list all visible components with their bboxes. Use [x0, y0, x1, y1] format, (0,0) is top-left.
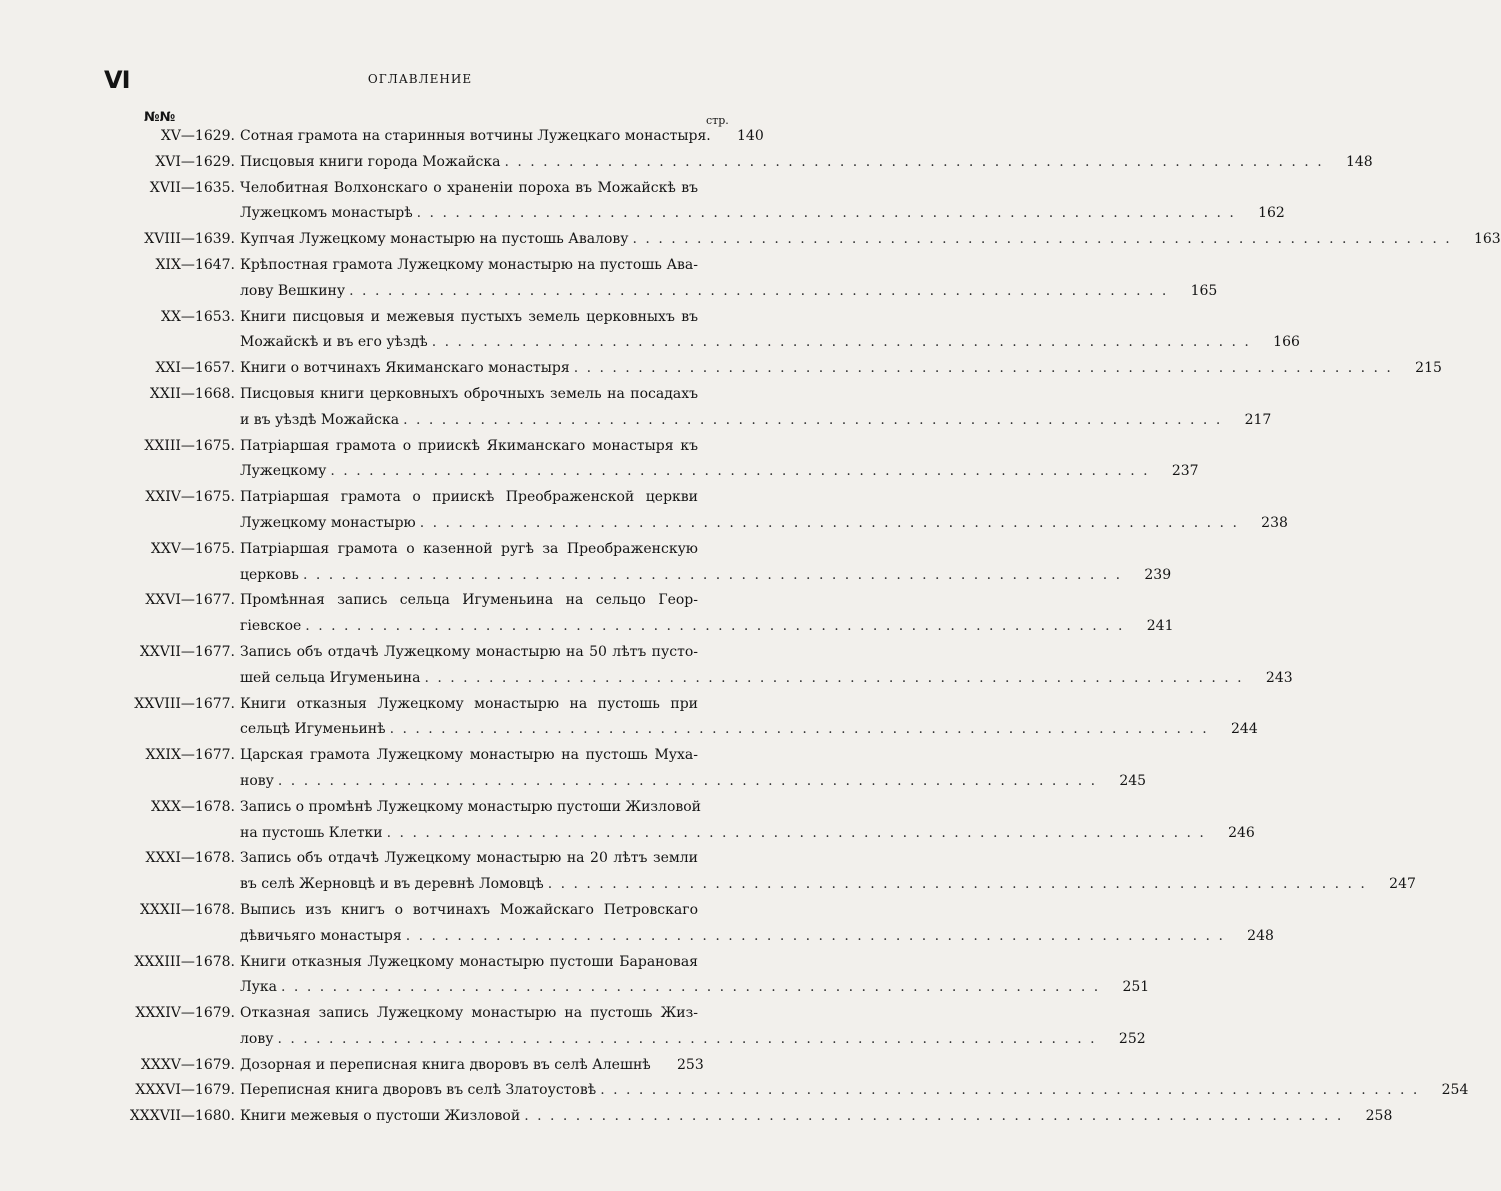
entry-title-line: Патріаршая грамота о казенной ругѣ за Преображенскую [240, 540, 698, 557]
toc-entry [0, 253, 1218, 305]
entry-body [240, 1001, 1146, 1053]
entry-page: 248 [1247, 927, 1274, 944]
entry-body [240, 305, 1300, 357]
entry-body [240, 356, 1442, 382]
dot-leader: . . . . . . . . . . . . . . . . . . . . . . . . . . . . . . . . . . . . . . . . . . . . . . . . . . . . . . . . . . . . . . . . [424, 669, 1244, 686]
entry-title-line: Книги отказныя Лужецкому монастырю пустоши Барановая [240, 953, 698, 970]
entry-title-line: Запись объ отдачѣ Лужецкому монастырю на 20 лѣтъ земли [240, 850, 698, 867]
entry-body [240, 434, 1199, 486]
entry-number: XXVI—1677. [145, 592, 235, 609]
entry-page: 251 [1122, 979, 1150, 996]
entry-title-line: гіевское [240, 618, 302, 635]
entry-number: XXXI—1678. [145, 850, 235, 867]
entry-title-line: Лужецкому монастырю [240, 514, 416, 531]
toc-entry [0, 356, 1442, 382]
running-head: ОГЛАВЛЕНИЕ [367, 72, 473, 86]
dot-leader: . . . . . . . . . . . . . . . . . . . . . . . . . . . . . . . . . . . . . . . . . . . . . . . . . . . . . . . . . . . . . . . . [632, 231, 1452, 248]
entry-number: XXXVII—1680. [129, 1108, 235, 1125]
entry-page: 245 [1119, 772, 1147, 789]
entry-title-line: Патріаршая грамота о приискѣ Якиманскаго монастыря къ [240, 437, 698, 454]
dot-leader: . . . . . . . . . . . . . . . . . . . . . . . . . . . . . . . . . . . . . . . . . . . . . . . . . . . . . . . . . . . . . . . . [403, 411, 1223, 428]
entry-body [240, 588, 1174, 640]
dot-leader: . . . . . . . . . . . . . . . . . . . . . . . . . . . . . . . . . . . . . . . . . . . . . . . . . . . . . . . . . . . . . . . . [524, 1108, 1344, 1125]
toc-entry [0, 485, 1288, 537]
toc-entry [0, 1078, 1469, 1104]
dot-leader: . . . . . . . . . . . . . . . . . . . . . . . . . . . . . . . . . . . . . . . . . . . . . . . . . . . . . . . . . . . . . . . . [277, 1030, 1097, 1047]
entry-number: XXVII—1677. [139, 643, 235, 660]
entry-number: XX—1653. [160, 308, 235, 325]
entry-number: XXII—1668. [149, 385, 235, 402]
entry-title-line: дѣвичьяго монастыря [240, 927, 402, 944]
entry-title-line: на пустошь Клетки [240, 824, 383, 841]
dot-leader: . . . . . . . . . . . . . . . . . . . . . . . . . . . . . . . . . . . . . . . . . . . . . . . . . . . . . . . . . . . . . . . . [277, 772, 1098, 789]
entry-title-line: Сотная грамота на старинныя вотчины Лужецкаго монастыря. [240, 128, 711, 144]
entry-page: 162 [1258, 205, 1285, 222]
dot-leader: . . . . . . . . . . . . . . . . . . . . . . . . . . . . . . . . . . . . . . . . . . . . . . . . . . . . . . . . . . . . . . . . [330, 463, 1150, 480]
entry-title-line: и въ уѣздѣ Можайска [240, 411, 400, 428]
entry-title-line: сельцѣ Игуменьинѣ [240, 721, 386, 738]
entry-body [240, 795, 1255, 847]
entry-body [240, 743, 1147, 795]
entry-page: 254 [1441, 1082, 1469, 1099]
entry-page: 215 [1415, 360, 1442, 377]
toc-entry [0, 1001, 1146, 1053]
entry-title-line: Лужецкому [240, 463, 327, 480]
entry-title-line: Выпись изъ книгъ о вотчинахъ Можайскаго Петровскаго [240, 901, 698, 918]
entry-page: 217 [1244, 411, 1272, 428]
entry-title-line: Челобитная Волхонскаго о храненіи пороха въ Можайскѣ въ [240, 179, 698, 196]
entry-number: XXXII—1678. [139, 901, 235, 918]
toc-entry [0, 692, 1258, 744]
entry-body [240, 1078, 1469, 1104]
dot-leader: . . . . . . . . . . . . . . . . . . . . . . . . . . . . . . . . . . . . . . . . . . . . . . . . . . . . . . . . . . . . . . . . [281, 979, 1101, 996]
entry-number: XXX—1678. [151, 798, 235, 815]
toc-entry [0, 846, 1416, 898]
entry-title-line: лову Вешкину [240, 282, 346, 299]
entry-page: 247 [1389, 876, 1416, 893]
toc-entry [0, 950, 1150, 1002]
toc-entry [0, 1104, 1393, 1130]
entry-number: XXIII—1675. [144, 437, 235, 454]
entry-number: XV—1629. [160, 128, 235, 144]
entry-body [240, 176, 1285, 228]
entry-title-line: шей сельца Игуменьина [240, 669, 421, 686]
entry-page: 237 [1171, 463, 1199, 480]
entry-body [240, 1053, 704, 1079]
entry-body [240, 1104, 1393, 1130]
entry-page: 243 [1265, 669, 1293, 686]
entry-title-line: Промѣнная запись сельца Игуменьина на сельцо Геор- [240, 592, 698, 609]
entry-title-line: Книги отказныя Лужецкому монастырю на пустошь при [240, 695, 698, 712]
entry-number: XVIII—1639. [144, 231, 235, 248]
dot-leader: . . . . . . . . . . . . . . . . . . . . . . . . . . . . . . . . . . . . . . . . . . . . . . . . . . . . . . . . . . . . . . . . [419, 514, 1239, 531]
entry-body [240, 846, 1416, 898]
toc-entry [0, 588, 1174, 640]
entry-body [240, 124, 764, 150]
dot-leader: . . . . . . . . . . . . . . . . . . . . . . . . . . . . . . . . . . . . . . . . . . . . . . . . . . . . . . . . . . . . . . . . [547, 876, 1367, 893]
entry-page: 239 [1144, 566, 1172, 583]
toc-entry [0, 537, 1172, 589]
entry-body [240, 640, 1293, 692]
dot-leader: . . . . . . . . . . . . . . . . . . . . . . . . . . . . . . . . . . . . . . . . . . . . . . . . . . . . . . . . . . . . . . . . [302, 566, 1123, 583]
entry-page: 244 [1231, 721, 1258, 738]
toc-entry [0, 795, 1255, 847]
entry-title-line: Лужецкомъ монастырѣ [240, 205, 413, 222]
dot-leader: . . . . . . . . . . . . . . . . . . . . . . . . . . . . . . . . . . . . . . . . . . . . . . . . . . . . . . . . . . . . . . . . [305, 618, 1125, 635]
dot-leader: . . . . . . . . . . . . . . . . . . . . . . . . . . . . . . . . . . . . . . . . . . . . . . . . . . . . . . . . . . . . . . . . [389, 721, 1209, 738]
page-number: VI [104, 66, 130, 94]
entry-title-line: Купчая Лужецкому монастырю на пустошь Авалову [240, 231, 629, 248]
entry-number: XXIV—1675. [145, 489, 235, 506]
toc-entry [0, 640, 1293, 692]
entry-page: 140 [737, 128, 764, 144]
dot-leader: . . . . . . . . . . . . . . . . . . . . . . . . . . . . . . . . . . . . . . . . . . . . . . . . . . . . . . . . . . . . . . . . [600, 1082, 1420, 1099]
dot-leader: . . . . . . . . . . . . . . . . . . . . . . . . . . . . . . . . . . . . . . . . . . . . . . . . . . . . . . . . . . . . . . . . [416, 205, 1236, 222]
entry-body [240, 382, 1272, 434]
entry-page: 241 [1146, 618, 1174, 635]
entry-number: XVII—1635. [149, 179, 235, 196]
entry-page: 148 [1345, 153, 1373, 170]
entry-page: 252 [1118, 1030, 1146, 1047]
entry-page: 238 [1261, 514, 1288, 531]
entry-title-line: церковь [240, 566, 299, 583]
entry-title-line: Отказная запись Лужецкому монастырю на пустошь Жиз- [240, 1005, 698, 1022]
dot-leader: . . . . . . . . . . . . . . . . . . . . . . . . . . . . . . . . . . . . . . . . . . . . . . . . . . . . . . . . . . . . . . . . [504, 153, 1324, 170]
entry-title-line: Книги писцовыя и межевыя пустыхъ земель церковныхъ въ [240, 308, 698, 325]
table-of-contents [0, 124, 1501, 1130]
entry-page: 165 [1190, 282, 1218, 299]
entry-body [240, 950, 1150, 1002]
entry-number: XXV—1675. [150, 540, 235, 557]
entry-page: 246 [1228, 824, 1255, 841]
entry-body [240, 485, 1288, 537]
toc-entry [0, 124, 840, 150]
dot-leader: . . . . . . . . . . . . . . . . . . . . . . . . . . . . . . . . . . . . . . . . . . . . . . . . . . . . . . . . . . . . . . . . [573, 360, 1393, 377]
entry-title-line: нову [240, 772, 274, 789]
entry-title-line: Патріаршая грамота о приискѣ Преображенской церкви [240, 489, 698, 506]
entry-title-line: Переписная книга дворовъ въ селѣ Златоустовѣ [240, 1082, 597, 1099]
entry-title-line: въ селѣ Жерновцѣ и въ деревнѣ Ломовцѣ [240, 876, 544, 893]
entry-title-line: Писцовыя книги церковныхъ оброчныхъ земель на посадахъ [240, 385, 698, 402]
dot-leader: . . . . . . . . . . . . . . . . . . . . . . . . . . . . . . . . . . . . . . . . . . . . . . . . . . . . . . . . . . . . . . . . [431, 334, 1251, 351]
toc-entry [0, 150, 1373, 176]
entry-number: XXXIII—1678. [134, 953, 235, 970]
toc-entry [0, 382, 1272, 434]
entry-title-line: Лука [240, 979, 278, 996]
entry-number: XIX—1647. [155, 256, 235, 273]
entry-title-line: лову [240, 1030, 274, 1047]
entry-body [240, 227, 1501, 253]
entry-page: 258 [1365, 1108, 1393, 1125]
dot-leader: . . . . . . . . . . . . . . . . . . . . . . . . . . . . . . . . . . . . . . . . . . . . . . . . . . . . . . . . . . . . . . . . [349, 282, 1169, 299]
entry-number: XXIX—1677. [145, 747, 235, 764]
entry-title-line: Запись объ отдачѣ Лужецкому монастырю на 50 лѣтъ пусто- [240, 643, 698, 660]
column-header-number: №№ [144, 110, 176, 125]
entry-page: 253 [677, 1056, 704, 1073]
entry-body [240, 692, 1258, 744]
entry-body [240, 150, 1373, 176]
entry-title-line: Книги межевыя о пустоши Жизловой [240, 1108, 521, 1125]
entry-page: 166 [1273, 334, 1300, 351]
column-header-page: стр. [706, 114, 729, 127]
entry-title-line: Писцовыя книги города Можайска [240, 153, 501, 170]
dot-leader: . . . . . . . . . . . . . . . . . . . . . . . . . . . . . . . . . . . . . . . . . . . . . . . . . . . . . . . . . . . . . . . . [386, 824, 1206, 841]
toc-entry [0, 227, 1501, 253]
entry-number: XXXIV—1679. [135, 1005, 235, 1022]
entry-page: 163 [1473, 231, 1501, 248]
entry-number: XXVIII—1677. [134, 695, 235, 712]
toc-entry [0, 305, 1300, 357]
toc-entry [0, 1053, 840, 1079]
entry-number: XXXVI—1679. [135, 1082, 235, 1099]
entry-title-line: Крѣпостная грамота Лужецкому монастырю на пустошь Ава- [240, 256, 698, 273]
entry-number: XVI—1629. [155, 153, 235, 170]
entry-title-line: Книги о вотчинахъ Якиманскаго монастыря [240, 360, 570, 377]
entry-number: XXXV—1679. [140, 1056, 235, 1073]
toc-entry [0, 176, 1285, 228]
entry-title-line: Дозорная и переписная книга дворовъ въ селѣ Алешнѣ [240, 1056, 651, 1073]
entry-title-line: Запись о промѣнѣ Лужецкому монастырю пустоши Жизловой [240, 798, 702, 815]
toc-entry [0, 743, 1147, 795]
entry-title-line: Можайскѣ и въ его уѣздѣ [240, 334, 428, 351]
toc-entry [0, 898, 1274, 950]
dot-leader: . . . . . . . . . . . . . . . . . . . . . . . . . . . . . . . . . . . . . . . . . . . . . . . . . . . . . . . . . . . . . . . . [405, 927, 1225, 944]
entry-title-line: Царская грамота Лужецкому монастырю на пустошь Муха- [240, 747, 698, 764]
entry-number: XXI—1657. [155, 360, 235, 377]
entry-body [240, 537, 1172, 589]
entry-body [240, 898, 1274, 950]
entry-body [240, 253, 1218, 305]
toc-entry [0, 434, 1199, 486]
